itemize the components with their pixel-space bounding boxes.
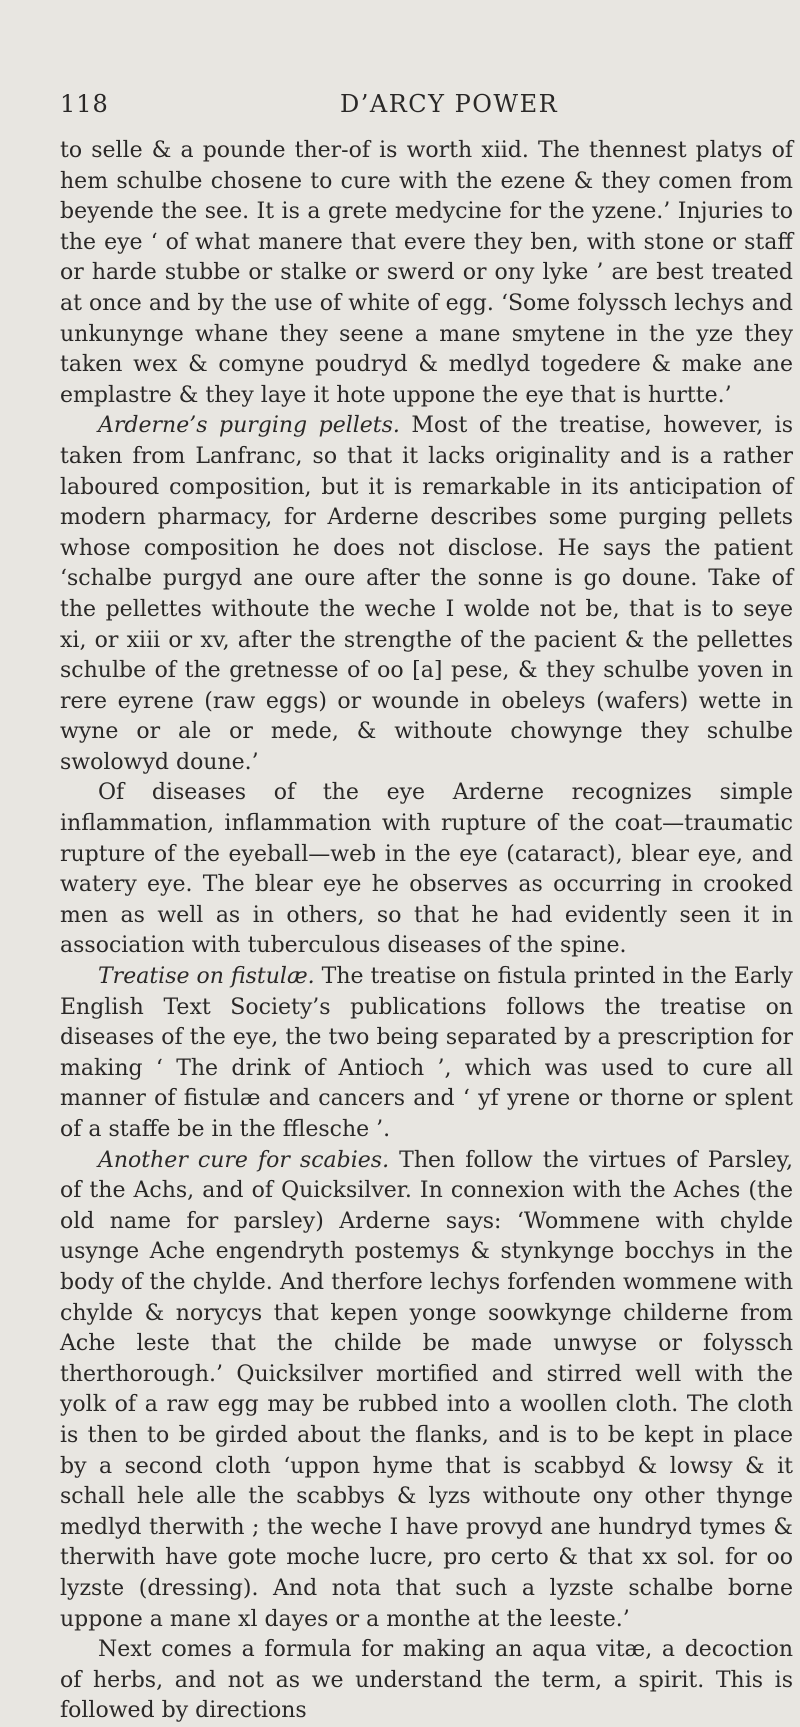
paragraph-text: to selle & a pounde ther-of is worth xiid. The thennest platys of hem schulbe chosene to cure with the ezene & they comen from beyende the see. It is a grete medycine for the yzene.’ Injuries to the eye ‘ of what manere that evere they ben, with stone or staff or harde stubbe or stalke or swerd or ony lyke ’ are best treated at once and by the use of white of egg. ‘Some folyssch lechys and unkunynge whane they seene a mane smytene in the yze they taken wex & comyne poudryd & medlyd togedere & make ane emplastre & they laye it hote uppone the eye that is hurtte.’ [60,138,793,408]
paragraph [60,962,793,1146]
paragraph-text: Then follow the virtues of Parsley, of the Achs, and of Quicksilver. In connexion with the Aches (the old name for parsley) Arderne says: ‘Wommene with chylde usynge Ache engendryth postemys & stynkynge bocchys in the body of the chylde. And therfore lechys forfenden wommene with chylde & norycys that kepen yonge soowkynge childerne from Ache leste that the childe be made unwyse or folyssch therthorough.’ Quicksilver mortified and stirred well with the yolk of a raw egg may be rubbed into a woollen cloth. The cloth is then to be girded about the flanks, and is to be kept in place by a second cloth ‘uppon hyme that is scabbyd & lowsy & it schall hele alle the scabbys & lyzs withoute ony other thynge medlyd therwith ; the weche I have provyd ane hundryd tymes & therwith have gote moche lucre, pro certo & that xx sol. for oo lyzste (dressing). And nota that such a lyzste schalbe borne uppone a mane xl dayes or a monthe at the leeste.’ [60,1147,793,1632]
page-header [60,90,780,130]
paragraph-text: Next comes a formula for making an aqua vitæ, a decoction of herbs, and not as we understand the term, a spirit. This is followed by directions [60,1637,793,1724]
paragraph-text: Of diseases of the eye Arderne recognizes simple inflammation, inflammation with rupture of the coat—traumatic rupture of the eyeball—web in the eye (cataract), blear eye, and watery eye. The blear eye he observes as occurring in crooked men as well as in others, so that he had evidently seen it in association with tuberculous diseases of the spine. [60,780,793,959]
side-heading: Another cure for scabies. [98,1147,390,1173]
paragraph [60,1146,793,1636]
page-number: 118 [60,90,109,118]
paragraph-text: The treatise on fistula printed in the Early English Text Society’s publications follows the treatise on diseases of the eye, the two being separated by a prescription for making ‘ The drink of Antioch ’, which was used to cure all manner of fistulæ and cancers and ‘ yf yrene or thorne or splent of a staffe be in the fflesche ’. [60,964,793,1142]
paragraph [60,136,793,411]
paragraph-text: Most of the treatise, however, is taken from Lanfranc, so that it lacks originality and is a rather laboured composition, but it is remarkable in its anticipation of modern pharmacy, for Arderne describes some purging pellets whose composition he does not disclose. He says the patient ‘schalbe purgyd ane oure after the sonne is go doune. Take of the pellettes withoute the weche I wolde not be, that is to seye xi, or xiii or xv, after the strengthe of the pacient & the pellettes schulbe of the gretnesse of oo [a] pese, & they schulbe yoven in rere eyrene (raw eggs) or wounde in obeleys (wafers) wette in wyne or ale or mede, & withoute chowynge they schulbe swolowyd doune.’ [60,413,793,775]
side-heading: Treatise on fistulæ. [98,964,315,990]
paragraph [60,411,793,778]
paragraph [60,778,793,962]
side-heading: Arderne’s purging pellets. [98,413,400,439]
running-head: D’ARCY POWER [340,90,559,118]
body-text [60,136,793,1727]
paragraph [60,1635,793,1727]
